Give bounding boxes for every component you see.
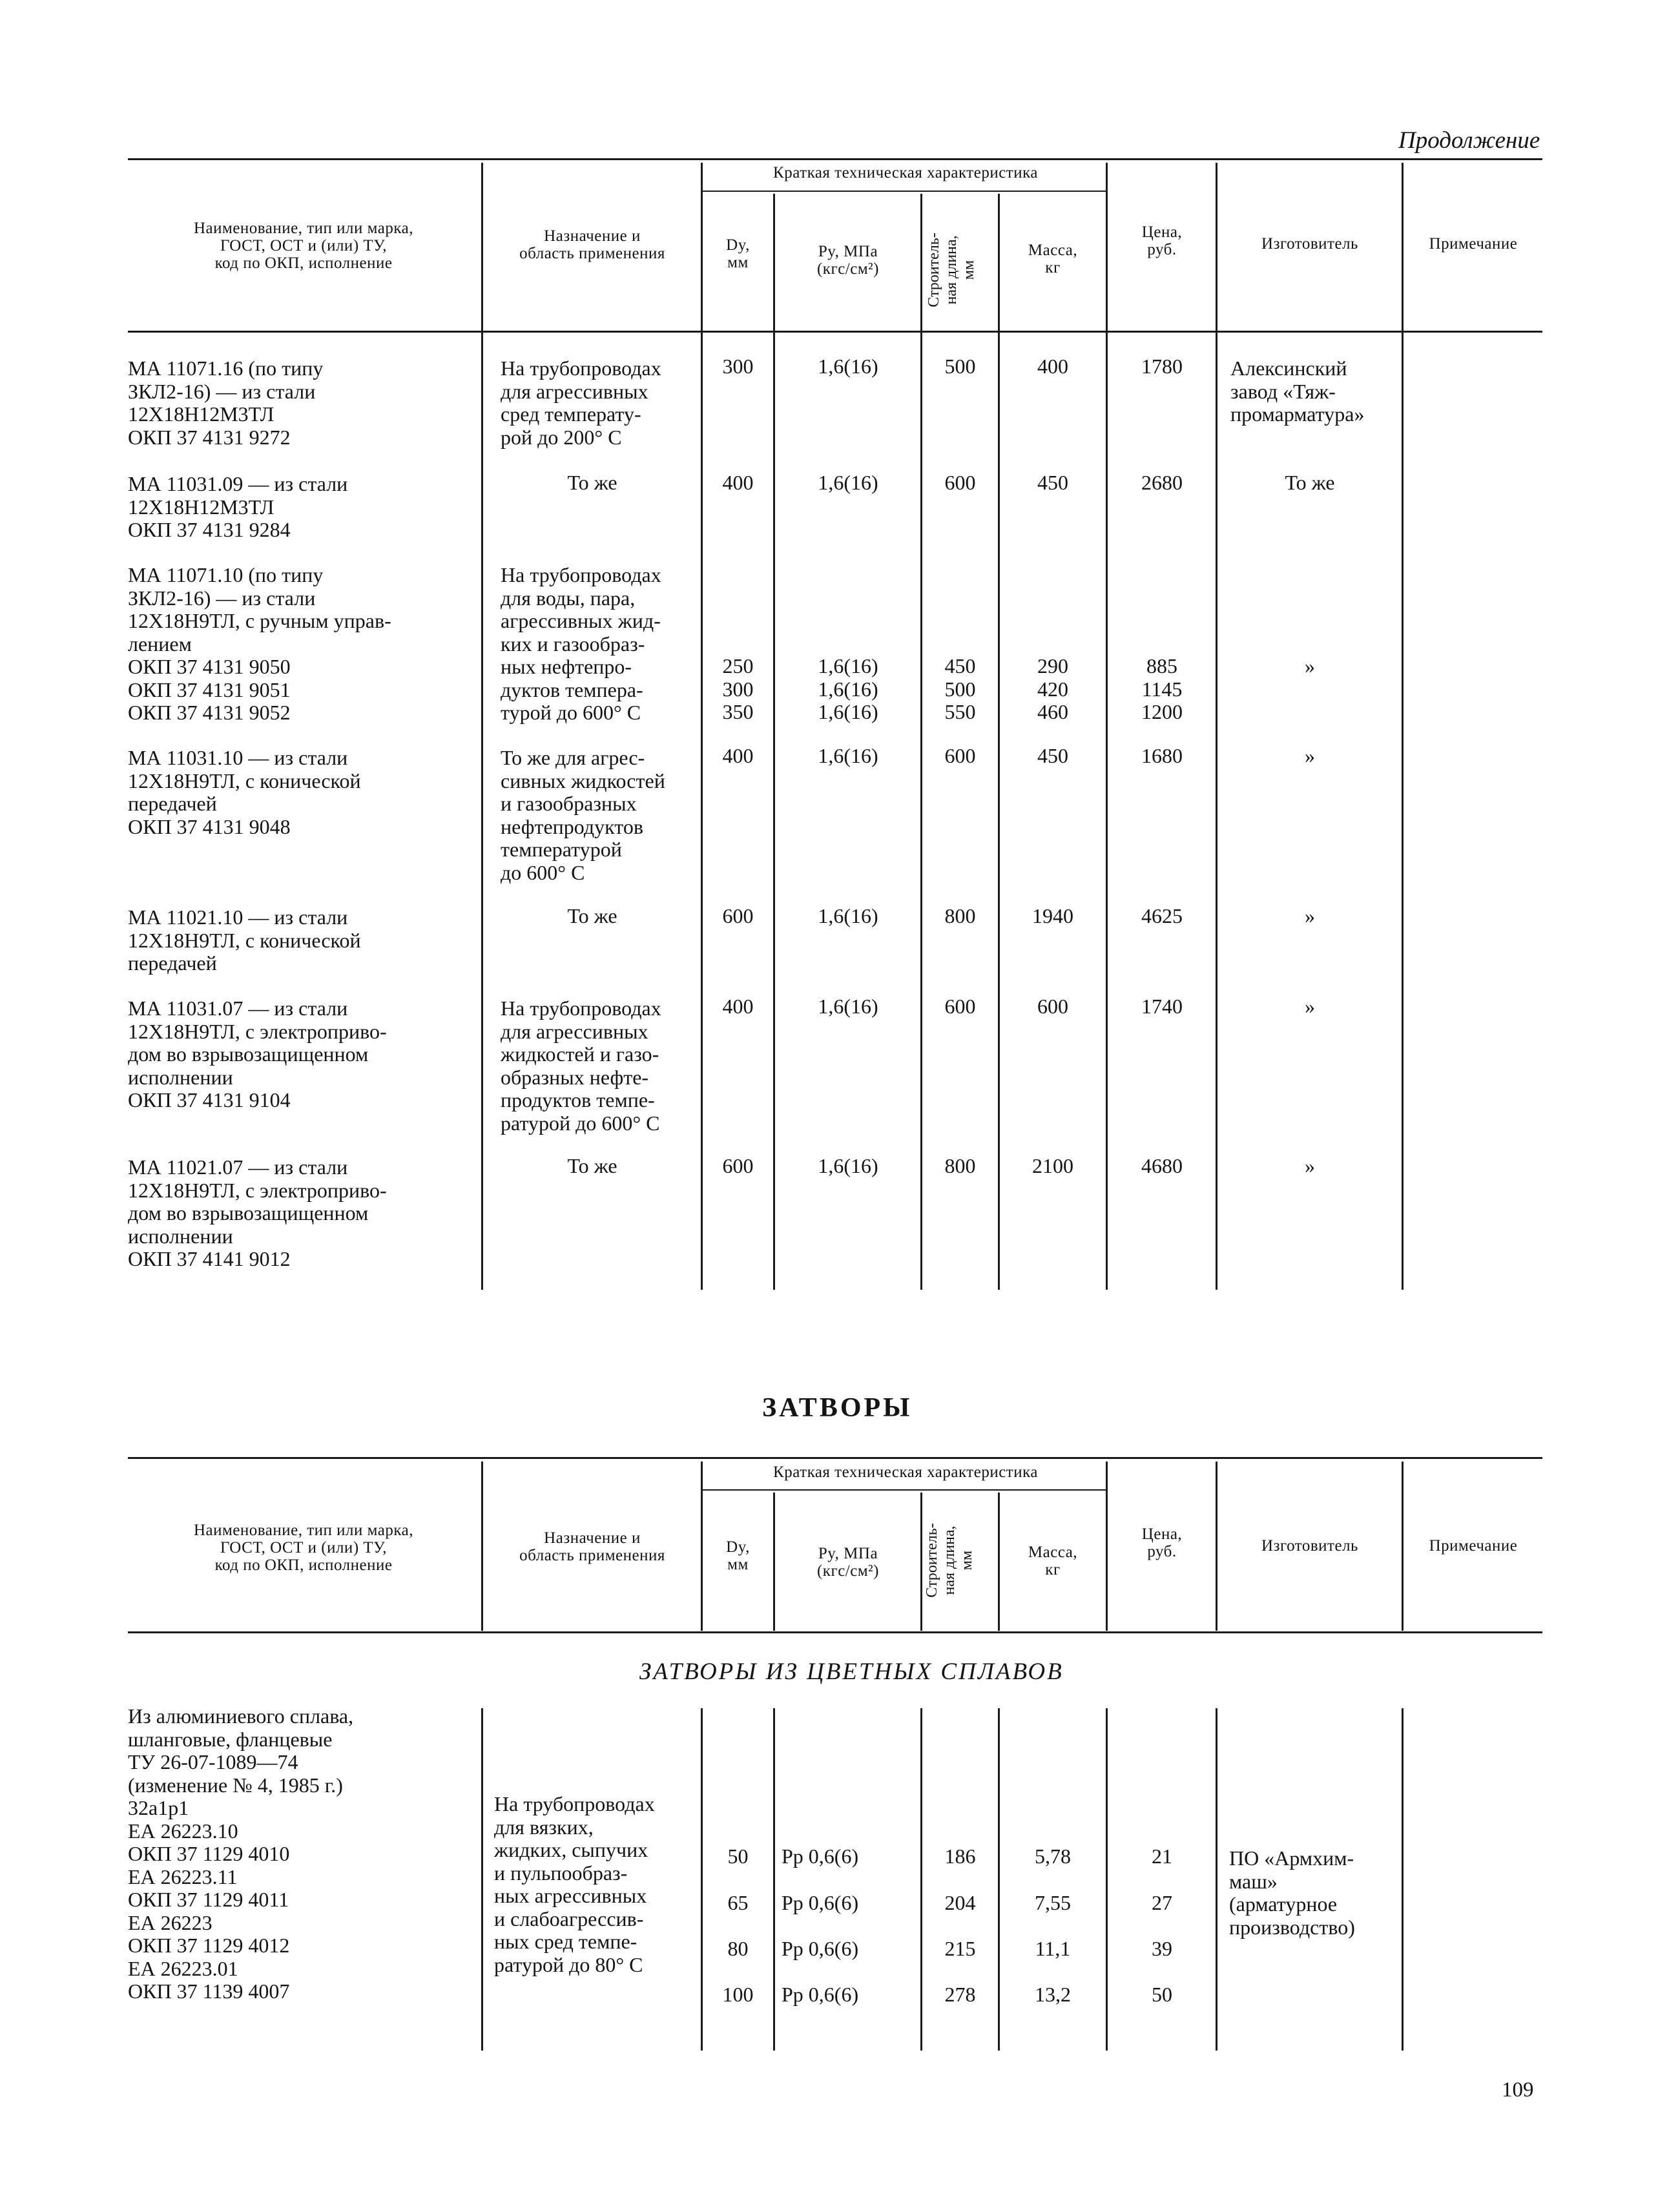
row-price: 1740 — [1141, 995, 1183, 1018]
row-purpose: На трубопроводах для агрессивных жидкостей и газо- образных нефте- продуктов темпе- ратурой до 600° С — [501, 997, 661, 1135]
table1-col-divider — [701, 163, 703, 1290]
header-purpose: Назначение и область применения — [519, 1529, 665, 1564]
row-purpose: На трубопроводах для воды, пара, агрессивных жид- ких и газообраз- ных нефтепро- дуктов темпера- турой до 600° С — [501, 563, 661, 724]
row-length: 278 — [944, 1983, 976, 2006]
table2-col-divider — [773, 1708, 775, 2051]
table1-header-rule — [128, 331, 1542, 333]
header-purpose: Назначение и область применения — [519, 227, 665, 262]
row-name: Из алюминиевого сплава, шланговые, фланцевые ТУ 26-07-1089—74 (изменение № 4, 1985 г.) 32а1р1 ЕА 26223.10 ОКП 37 1129 4010 ЕА 26223.11 ОКП 37 1129 4011 ЕА 26223 ОКП 37 1129 4012 ЕА 26223.01 ОКП 37 1139 4007 — [128, 1704, 354, 2003]
row-mass: 450 — [1037, 471, 1068, 494]
row-price: 39 — [1152, 1937, 1172, 1960]
row-name: МА 11031.07 — из стали 12Х18Н9ТЛ, с электроприво- дом во взрывозащищенном исполнении ОКП 37 4131 9104 — [128, 997, 387, 1111]
table1-top-rule — [128, 158, 1542, 160]
row-mass: 13,2 — [1035, 1983, 1071, 2006]
table2-col-divider — [1402, 1708, 1404, 2051]
header-name: Наименование, тип или марка, ГОСТ, ОСТ и (или) ТУ, код по ОКП, исполнение — [193, 1522, 414, 1574]
header-maker: Изготовитель — [1261, 235, 1358, 253]
page-number: 109 — [1502, 2078, 1534, 2102]
table1-col-divider — [1402, 163, 1404, 1290]
table2-col-divider — [920, 1493, 922, 1631]
row-purpose: На трубопроводах для агрессивных сред температу- рой до 200° С — [501, 357, 661, 449]
row-dy: 600 — [722, 904, 754, 927]
row-py: Pр 0,6(6) — [782, 1937, 859, 1960]
row-maker: То же — [1285, 471, 1335, 494]
table2-col-divider — [998, 1493, 1000, 1631]
subsection-title: ЗАТВОРЫ ИЗ ЦВЕТНЫХ СПЛАВОВ — [639, 1659, 1064, 1685]
table1-col-divider — [998, 194, 1000, 1290]
row-name: МА 11071.10 (по типу ЗКЛ2-16) — из стали 12Х18Н9ТЛ, с ручным управ- лением ОКП 37 4131 9050 ОКП 37 4131 9051 ОКП 37 4131 9052 — [128, 563, 391, 724]
header-dy: Dy, мм — [726, 236, 750, 271]
row-length: 800 — [944, 1154, 976, 1177]
row-dy: 400 — [722, 744, 754, 767]
table1-col-divider — [1106, 163, 1108, 1290]
header-name: Наименование, тип или марка, ГОСТ, ОСТ и (или) ТУ, код по ОКП, исполнение — [193, 220, 414, 272]
row-mass: 2100 — [1032, 1154, 1073, 1177]
row-price: 21 — [1152, 1845, 1172, 1868]
row-price: 4625 — [1141, 904, 1183, 927]
row-length: 600 — [944, 471, 976, 494]
table2-col-divider — [998, 1708, 1000, 2051]
continuation-label: Продолжение — [1398, 127, 1540, 154]
header-mass: Масса, кг — [1028, 242, 1078, 276]
row-price: 27 — [1152, 1891, 1172, 1914]
row-name: МА 11071.16 (по типу ЗКЛ2-16) — из стали 12Х18Н12М3ТЛ ОКП 37 4131 9272 — [128, 357, 324, 449]
row-purpose: То же — [567, 1154, 617, 1177]
row-maker: Алексинский завод «Тяж- промарматура» — [1230, 357, 1365, 426]
row-length: 204 — [944, 1891, 976, 1914]
row-name: МА 11021.10 — из стали 12Х18Н9ТЛ, с конической передачей — [128, 905, 361, 975]
row-mass: 7,55 — [1035, 1891, 1071, 1914]
row-py: 1,6(16) — [818, 744, 878, 767]
row-purpose: То же — [567, 904, 617, 927]
row-mass: 5,78 — [1035, 1845, 1071, 1868]
row-price: 1780 — [1141, 355, 1183, 378]
header-price: Цена, руб. — [1141, 1525, 1183, 1560]
table2-col-divider — [481, 1708, 483, 2051]
row-price: 2680 — [1141, 471, 1183, 494]
row-price: 50 — [1152, 1983, 1172, 2006]
row-dy: 400 — [722, 471, 754, 494]
row-py: 1,6(16) — [818, 1154, 878, 1177]
table2-top-rule — [128, 1457, 1542, 1459]
table1-col-divider — [481, 163, 483, 1290]
row-maker: » — [1305, 744, 1315, 767]
row-length: 186 — [944, 1845, 976, 1868]
table2-header-rule — [128, 1631, 1542, 1633]
row-dy: 400 — [722, 995, 754, 1018]
row-py: Pр 0,6(6) — [782, 1983, 859, 2006]
row-length: 600 — [944, 744, 976, 767]
row-dy: 65 — [727, 1891, 749, 1914]
row-maker: » — [1305, 1154, 1315, 1177]
header-note: Примечание — [1429, 235, 1518, 253]
row-py: 1,6(16) — [818, 471, 878, 494]
row-length: 450 500 550 — [944, 654, 976, 723]
row-purpose: То же для агрес- сивных жидкостей и газообразных нефтепродуктов температурой до 600° С — [501, 746, 665, 884]
table2-col-divider — [1216, 1708, 1217, 2051]
row-mass: 600 — [1037, 995, 1068, 1018]
table1-col-divider — [1216, 163, 1217, 1290]
row-purpose: То же — [567, 471, 617, 494]
row-py: 1,6(16) — [818, 355, 878, 378]
row-price: 1680 — [1141, 744, 1183, 767]
row-dy: 50 — [727, 1845, 749, 1868]
row-dy: 600 — [722, 1154, 754, 1177]
header-tech-group: Краткая техническая характеристика — [773, 1463, 1038, 1481]
row-maker: » — [1305, 995, 1315, 1018]
row-maker: » — [1305, 654, 1315, 677]
row-dy: 300 — [722, 355, 754, 378]
row-mass: 11,1 — [1035, 1937, 1071, 1960]
row-mass: 1940 — [1032, 904, 1073, 927]
row-name: МА 11021.07 — из стали 12Х18Н9ТЛ, с электроприво- дом во взрывозащищенном исполнении ОКП 37 4141 9012 — [128, 1155, 387, 1270]
table2-group-rule — [701, 1489, 1108, 1491]
row-py: 1,6(16) — [818, 995, 878, 1018]
row-py: Pр 0,6(6) — [782, 1845, 859, 1868]
table2-col-divider — [1106, 1708, 1108, 2051]
header-maker: Изготовитель — [1261, 1537, 1358, 1555]
header-note: Примечание — [1429, 1537, 1518, 1555]
header-mass: Масса, кг — [1028, 1544, 1078, 1578]
table1-col-divider — [773, 194, 775, 1290]
table2-col-divider — [773, 1493, 775, 1631]
row-length: 500 — [944, 355, 976, 378]
row-py: 1,6(16) — [818, 904, 878, 927]
row-length: 600 — [944, 995, 976, 1018]
row-name: МА 11031.09 — из стали 12Х18Н12М3ТЛ ОКП 37 4131 9284 — [128, 472, 348, 541]
table2-col-divider — [1216, 1462, 1217, 1631]
row-mass: 290 420 460 — [1037, 654, 1068, 723]
header-py: Py, МПа (кгс/см²) — [816, 1545, 879, 1580]
row-dy: 100 — [722, 1983, 754, 2006]
row-name: МА 11031.10 — из стали 12Х18Н9ТЛ, с конической передачей ОКП 37 4131 9048 — [128, 746, 361, 838]
row-mass: 450 — [1037, 744, 1068, 767]
row-length: 215 — [944, 1937, 976, 1960]
table2-col-divider — [701, 1462, 703, 1631]
row-length: 800 — [944, 904, 976, 927]
header-length: Строитель- ная длина, мм — [926, 233, 977, 307]
row-py: Pр 0,6(6) — [782, 1891, 859, 1914]
row-dy: 80 — [727, 1937, 749, 1960]
header-tech-group: Краткая техническая характеристика — [773, 164, 1038, 181]
row-price: 885 1145 1200 — [1141, 654, 1183, 723]
row-price: 4680 — [1141, 1154, 1183, 1177]
table2-col-divider — [920, 1708, 922, 2051]
section-title: ЗАТВОРЫ — [762, 1393, 913, 1423]
header-dy: Dy, мм — [726, 1538, 750, 1573]
row-maker: » — [1305, 904, 1315, 927]
header-py: Py, МПа (кгс/см²) — [816, 243, 879, 278]
row-dy: 250 300 350 — [722, 654, 754, 723]
table1-col-divider — [920, 194, 922, 1290]
row-mass: 400 — [1037, 355, 1068, 378]
row-purpose: На трубопроводах для вязких, жидких, сыпучих и пульпообраз- ных агрессивных и слабоагрессив- ных сред темпе- ратурой до 80° С — [494, 1792, 655, 1976]
row-maker: ПО «Армхим- маш» (арматурное производство) — [1229, 1846, 1355, 1939]
table1-group-rule — [701, 191, 1108, 192]
table2-col-divider — [701, 1708, 703, 2051]
table2-col-divider — [1106, 1462, 1108, 1631]
header-price: Цена, руб. — [1141, 223, 1183, 258]
header-length: Строитель- ная длина, мм — [924, 1523, 975, 1598]
table2-col-divider — [481, 1462, 483, 1631]
table2-col-divider — [1402, 1462, 1404, 1631]
row-py: 1,6(16) 1,6(16) 1,6(16) — [818, 654, 878, 723]
